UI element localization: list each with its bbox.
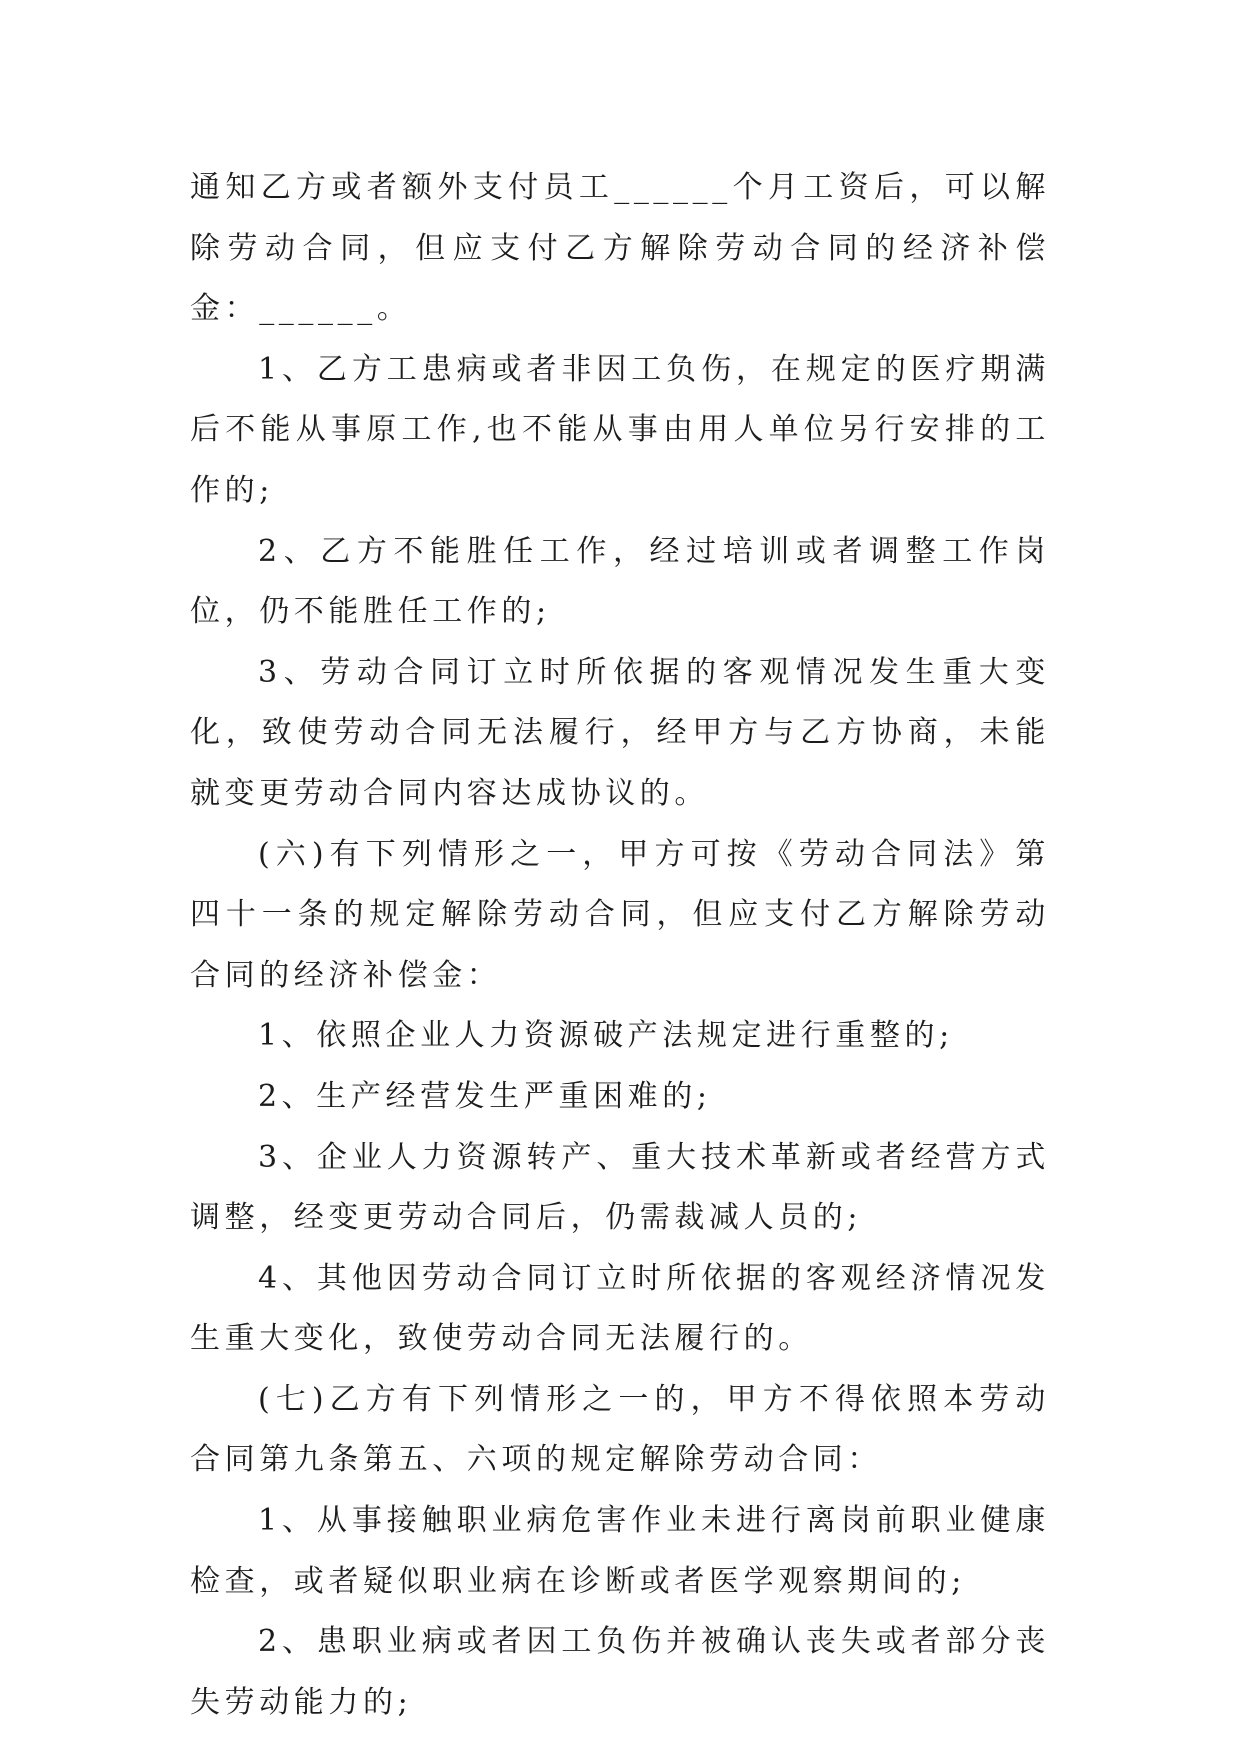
paragraph-item-illness: 1、乙方工患病或者非因工负伤，在规定的医疗期满后不能从事原工作,也不能从事由用人单位另行安排的工作的; [190,351,1050,508]
paragraph-item-occupational-disease: 2、患职业病或者因工负伤并被确认丧失或者部分丧失劳动能力的; [190,1624,1050,1720]
paragraph-notice-compensation: 通知乙方或者额外支付员工______个月工资后，可以解除劳动合同，但应支付乙方解除劳动合同的经济补偿金：______。 [190,170,1050,327]
paragraph-item-difficulty: 2、生产经营发生严重困难的; [258,1078,712,1114]
paragraph-item-incompetent: 2、乙方不能胜任工作，经过培训或者调整工作岗位，仍不能胜任工作的; [190,533,1050,630]
paragraph-item-occupational-exam: 1、从事接触职业病危害作业未进行离岗前职业健康检查，或者疑似职业病在诊断或者医学观察期间的; [190,1503,1050,1599]
paragraph-item-circumstance-change: 3、劳动合同订立时所依据的客观情况发生重大变化，致使劳动合同无法履行，经甲方与乙方协商，未能就变更劳动合同内容达成协议的。 [190,654,1050,811]
document-body [190,158,1050,1733]
paragraph-item-transformation: 3、企业人力资源转产、重大技术革新或者经营方式调整，经变更劳动合同后，仍需裁减人员的; [190,1139,1050,1236]
paragraph-section-six: (六)有下列情形之一，甲方可按《劳动合同法》第四十一条的规定解除劳动合同，但应支付乙方解除劳动合同的经济补偿金： [190,836,1050,993]
paragraph-item-reorganization: 1、依照企业人力资源破产法规定进行重整的; [258,1018,954,1054]
paragraph-section-seven: (七)乙方有下列情形之一的，甲方不得依照本劳动合同第九条第五、六项的规定解除劳动合同： [190,1381,1050,1478]
paragraph-item-economic-change: 4、其他因劳动合同订立时所依据的客观经济情况发生重大变化，致使劳动合同无法履行的。 [190,1260,1050,1357]
